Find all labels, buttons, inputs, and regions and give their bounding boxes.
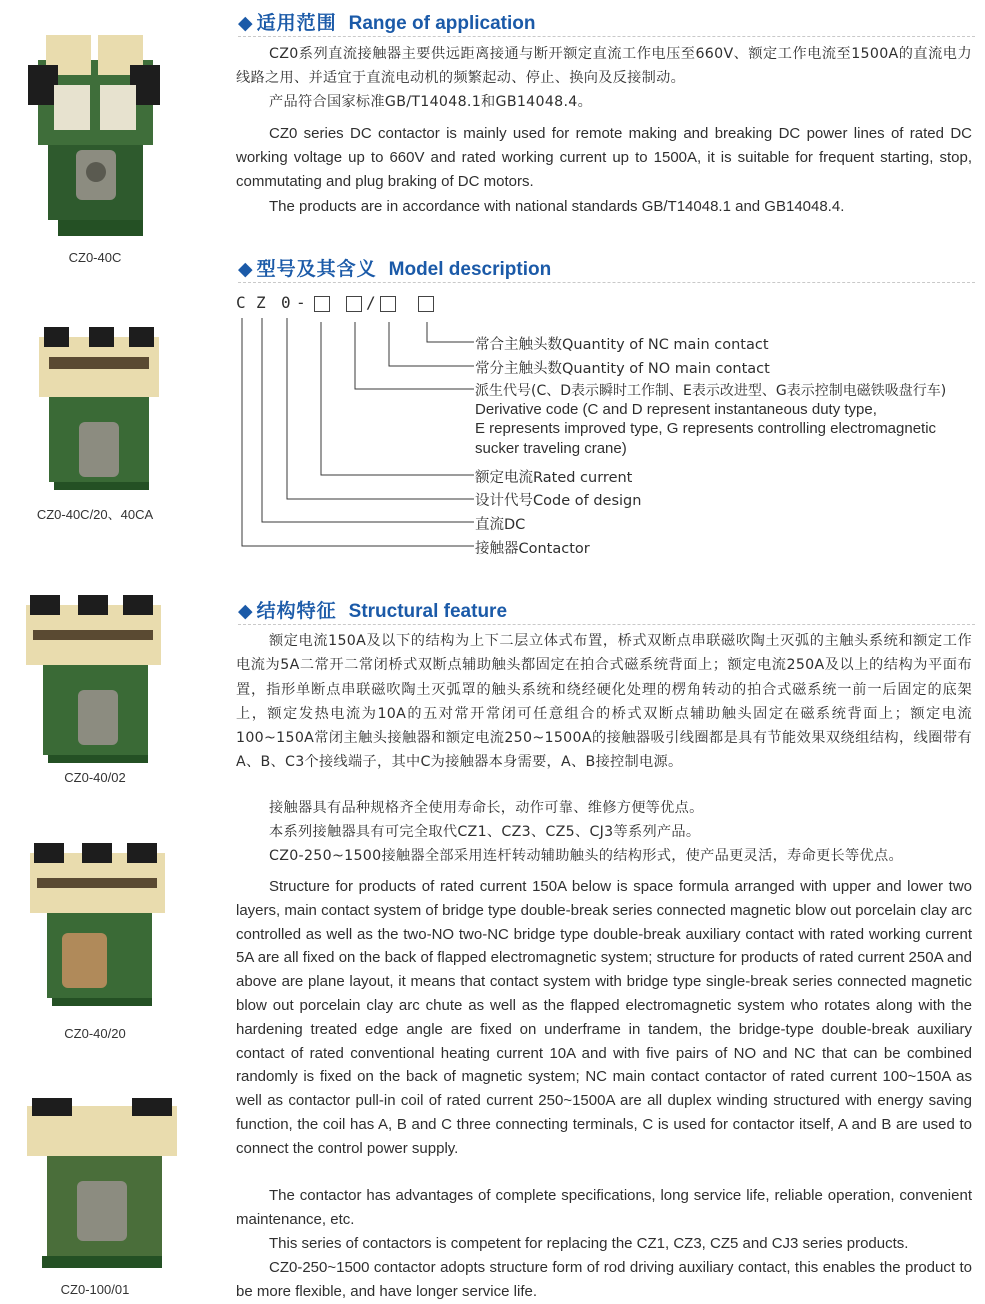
diamond-bullet-icon: ◆ — [238, 600, 253, 622]
section-divider — [238, 36, 975, 37]
product-caption: CZ0-40C/20、40CA — [36, 507, 154, 522]
section-divider — [238, 282, 975, 283]
model-label-derivative-cn: 派生代号(C、D表示瞬时工作制、E表示改进型、G表示控制电磁铁吸盘行车) — [475, 383, 947, 399]
model-label-rated-current: 额定电流Rated current — [475, 470, 633, 486]
structure-paragraph-cn: CZ0-250~1500接触器全部采用连杆转动辅助触头的结构形式，使产品更灵活，寿命更长等优点。 — [269, 848, 903, 864]
section-title-model — [238, 254, 551, 281]
product-caption: CZ0-40/20 — [64, 1026, 126, 1041]
model-label-derivative-en: Derivative code (C and D represent instantaneous duty type, — [475, 401, 877, 418]
model-code-dash: - — [296, 293, 306, 312]
structure-paragraph-en: Structure for products of rated current 150A below is space formula arranged with upper and lower two layers, main contact system of bridge type double-break series connected magnetic blow out porcelain clay arc controlled as well as the two-NO two-NC bridge type double-break auxiliary contact with rated working current 5A are all fixed on the back of flapped electromagnetic system; structure for products of rated current 250A and above are plane layout, it means that contact system with bridge type single-break series connected magnetic blow out porcelain clay arc chute as well as the flapped electromagnetic system who rotates along with the hardening treated edge angle are fixed on underframe in tandem, the bridge-type double-break auxiliary contact of rated conventional heating current 10A and with five pairs of NO and NC that can be combined randomly is fixed on the back of magnetic system; NC main contact contactor of rated current 100~150A as well as contactor pull-in coil of rated current 250~1500A are all duplex winding structured with energy saving function, the coil has A, B and C three connecting terminals, C is used for contactor itself, A and B are used to connect the control power supply. — [236, 878, 972, 1157]
model-label-contactor: 接触器Contactor — [475, 541, 590, 557]
diamond-bullet-icon: ◆ — [238, 258, 253, 280]
product-caption: CZ0-40/02 — [64, 770, 126, 785]
model-code-slash: / — [366, 293, 376, 312]
section-title-en: Range of application — [348, 13, 536, 34]
product-photo-cz0-40c-20 — [34, 322, 164, 492]
product-photo-cz0-40c — [18, 20, 168, 242]
section-title-en: Structural feature — [348, 601, 508, 622]
structure-paragraph-cn: 接触器具有品种规格齐全使用寿命长，动作可靠、维修方便等优点。 — [269, 800, 704, 816]
model-label-derivative-en: E represents improved type, G represents controlling electromagnetic — [475, 420, 937, 437]
product-photo-cz0-40-02 — [18, 590, 168, 768]
range-paragraph-en: The products are in accordance with national standards GB/T14048.1 and GB14048.4. — [269, 198, 845, 215]
model-code-c: C — [236, 293, 246, 312]
range-paragraph-cn: 产品符合国家标准GB/T14048.1和GB14048.4。 — [269, 94, 593, 110]
structure-paragraph-en: The contactor has advantages of complete specifications, long service life, reliable operation, convenient maintenance, etc. — [236, 1187, 972, 1228]
structure-paragraph-en: This series of contactors is competent for replacing the CZ1, CZ3, CZ5 and CJ3 series products. — [269, 1235, 909, 1252]
product-caption: CZ0-40C — [68, 250, 122, 265]
product-photo-cz0-100-01 — [22, 1096, 182, 1274]
model-label-nc: 常合主触头数Quantity of NC main contact — [475, 337, 769, 353]
model-bracket-lines — [230, 300, 480, 560]
range-paragraph-en: CZ0 series DC contactor is mainly used for remote making and breaking DC power lines of rated DC working voltage up to 660V and rated working current up to 1500A, it is suitable for frequent starting, stop, commutating and plug braking of DC motors. — [236, 125, 972, 190]
section-title-en: Model description — [388, 259, 552, 280]
section-title-cn: 结构特征 — [256, 600, 337, 622]
model-label-derivative-en: sucker traveling crane) — [475, 440, 627, 457]
section-title-cn: 型号及其含义 — [256, 258, 377, 280]
model-code-z: Z — [256, 293, 266, 312]
section-title-cn: 适用范围 — [256, 12, 337, 34]
section-title-structure — [238, 596, 507, 623]
section-divider — [238, 624, 975, 625]
model-label-code-of-design: 设计代号Code of design — [475, 493, 642, 509]
range-paragraph-cn: CZ0系列直流接触器主要供远距离接通与断开额定直流工作电压至660V、额定工作电流至1500A的直流电力线路之用、并适宜于直流电动机的频繁起动、停止、换向及反接制动。 — [236, 46, 972, 87]
product-photo-cz0-40-20 — [22, 838, 172, 1008]
model-label-dc: 直流DC — [475, 517, 526, 533]
section-title-range — [238, 8, 536, 35]
structure-paragraph-cn: 额定电流150A及以下的结构为上下二层立体式布置，桥式双断点串联磁吹陶土灭弧的主触头系统和额定工作电流为5A二常开二常闭桥式双断点辅助触头都固定在拍合式磁系统背面上；额定电流250A及以上的结构为平面布置，指形单断点串联磁吹陶土灭弧罩的触头系统和绕经硬化处理的楞角转动的拍合式磁系统一前一后固定的底架上，额定发热电流为10A的五对常开常闭可任意组合的桥式双断点辅助触头固定在磁系统背面上；额定电流100~150A常闭主触头接触器和额定电流250~1500A的接触器吸引线圈都是具有节能效果双绕组结构，线圈带有A、B、C3个接线端子，其中C为接触器本身需要，A、B接控制电源。 — [236, 633, 972, 771]
model-label-no: 常分主触头数Quantity of NO main contact — [475, 361, 770, 377]
structure-paragraph-en: CZ0-250~1500 contactor adopts structure form of rod driving auxiliary contact, this enables the product to be more flexible, and have longer service life. — [236, 1259, 972, 1300]
product-caption: CZ0-100/01 — [60, 1282, 130, 1297]
diamond-bullet-icon: ◆ — [238, 12, 253, 34]
structure-paragraph-cn: 本系列接触器具有可完全取代CZ1、CZ3、CZ5、CJ3等系列产品。 — [269, 824, 701, 840]
model-code-0: 0 — [281, 293, 291, 312]
